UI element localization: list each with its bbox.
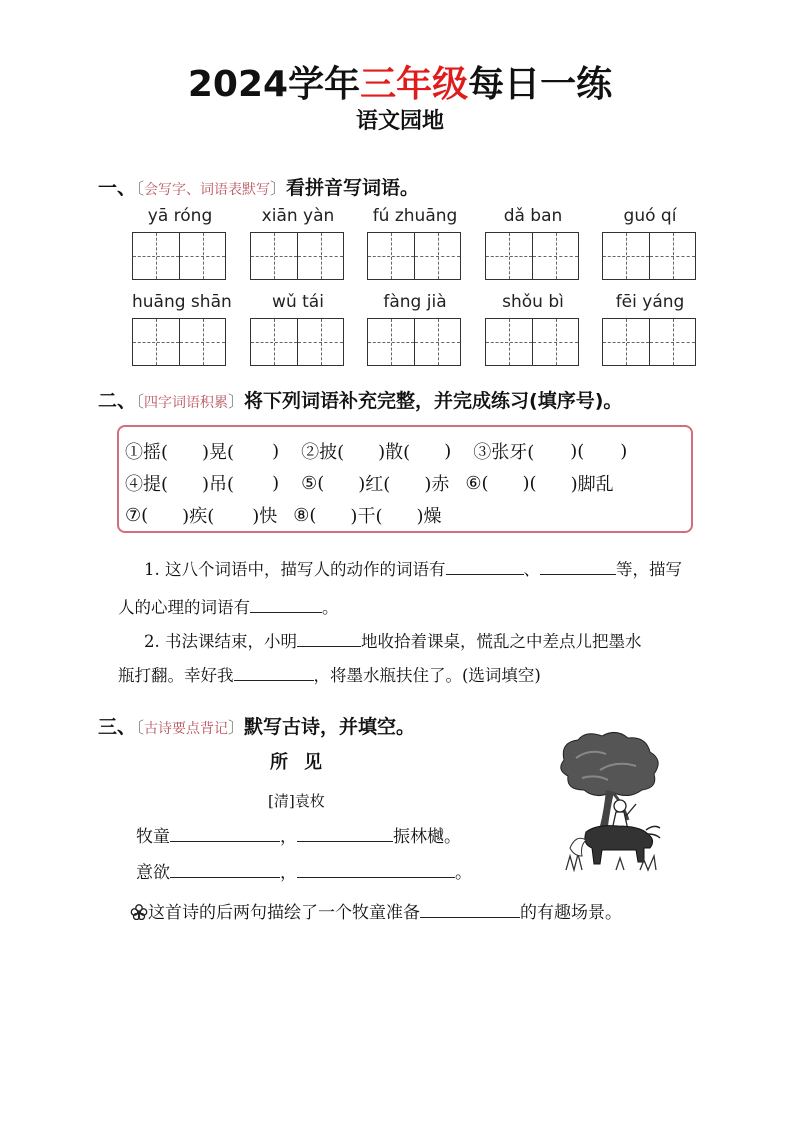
question-2-2-line2	[118, 662, 541, 686]
page-title	[0, 56, 800, 107]
answer-blank[interactable]	[170, 825, 280, 842]
idiom-part: )赤	[424, 474, 450, 495]
poem-text: 牧童	[136, 827, 170, 847]
idiom-part: )(	[570, 440, 585, 462]
title-suffix: 每日一练	[468, 64, 613, 105]
writing-grid-cell[interactable]	[603, 233, 649, 279]
question-text: 。	[322, 598, 339, 617]
idiom-part: )脚乱	[570, 474, 614, 495]
section1-instruction: 看拼音写词语。	[286, 177, 420, 199]
section1-heading	[98, 173, 419, 200]
answer-blank[interactable]	[234, 664, 314, 681]
section1-number: 一、	[98, 177, 137, 199]
pinyin-label: guó qí	[623, 206, 677, 226]
writing-grid-cell[interactable]	[649, 319, 695, 365]
pinyin-word-item	[250, 206, 346, 286]
answer-blank[interactable]	[170, 861, 280, 878]
poem-text: 。	[455, 863, 472, 883]
section2-number: 二、	[98, 390, 137, 412]
writing-grid-cell[interactable]	[603, 319, 649, 365]
question-2-1-line2	[118, 594, 339, 618]
flower-icon	[130, 904, 148, 920]
idiom-part: ③张牙(	[473, 442, 535, 463]
idiom-part: )散(	[378, 442, 411, 463]
question-text: 瓶打翻。幸好我	[118, 666, 234, 685]
writing-grid-cell[interactable]	[414, 319, 460, 365]
writing-grid-cell[interactable]	[179, 233, 225, 279]
answer-blank[interactable]	[446, 558, 524, 575]
section1-tag-text: 会写字、词语表默写	[144, 182, 271, 198]
pinyin-word-item	[132, 292, 232, 372]
question-2-2-line1	[144, 628, 642, 652]
pinyin-word-item	[367, 292, 463, 372]
writing-grid[interactable]	[485, 318, 579, 366]
writing-grid-cell[interactable]	[133, 319, 179, 365]
poem-author: [清]袁枚	[268, 792, 325, 810]
pinyin-word-item	[132, 206, 228, 286]
idiom-part: )	[272, 440, 280, 462]
pinyin-word-item	[367, 206, 463, 286]
section1-tag: 〔会写字、词语表默写〕	[136, 179, 287, 198]
idiom-part: ④提(	[125, 474, 169, 495]
writing-grid-cell[interactable]	[251, 233, 297, 279]
idiom-part: )吊(	[202, 474, 235, 495]
question-text: 人的心理的词语有	[118, 598, 250, 617]
idiom-part: )红(	[358, 474, 391, 495]
question-text: 等，描写	[616, 560, 682, 579]
pinyin-label: fēi yáng	[615, 292, 685, 312]
writing-grid[interactable]	[250, 318, 344, 366]
question-2-1-line1	[144, 556, 682, 580]
answer-blank[interactable]	[540, 558, 616, 575]
question-text: 这首诗的后两句描绘了一个牧童准备	[148, 903, 420, 923]
poem-text: ，	[280, 863, 297, 883]
writing-grid-cell[interactable]	[368, 233, 414, 279]
pinyin-word-item	[250, 292, 346, 372]
writing-grid-cell[interactable]	[649, 233, 695, 279]
cowherd-under-tree-illustration	[556, 730, 666, 880]
pinyin-label: huāng shān	[132, 292, 232, 312]
question-text: 、	[523, 560, 540, 579]
poem-line-1	[136, 822, 461, 847]
poem-line-2	[136, 858, 472, 883]
idiom-part: ⑥(	[465, 472, 489, 494]
writing-grid-cell[interactable]	[368, 319, 414, 365]
writing-grid-cell[interactable]	[297, 319, 343, 365]
idiom-part: ⑦(	[125, 504, 149, 526]
idiom-part: ②披(	[301, 442, 345, 463]
section2-tag: 〔四字词语积累〕	[136, 392, 245, 411]
writing-grid[interactable]	[602, 232, 696, 280]
idiom-row	[125, 499, 685, 531]
pinyin-label: shǒu bì	[502, 292, 564, 312]
writing-grid-cell[interactable]	[486, 233, 532, 279]
idiom-part: )	[620, 440, 628, 462]
writing-grid-cell[interactable]	[179, 319, 225, 365]
pinyin-label: dǎ ban	[503, 206, 563, 226]
question-text: ，将墨水瓶扶住了。(选词填空)	[313, 666, 541, 685]
section3-number: 三、	[98, 716, 137, 738]
pinyin-word-item	[602, 206, 698, 286]
writing-grid-cell[interactable]	[532, 233, 578, 279]
pinyin-label: wǔ tái	[272, 292, 324, 312]
idiom-part: ⑤(	[301, 472, 325, 494]
idiom-box	[117, 425, 693, 533]
writing-grid[interactable]	[367, 318, 461, 366]
idiom-part: )	[272, 472, 280, 494]
pinyin-word-item	[485, 206, 581, 286]
section2-tag-text: 四字词语积累	[144, 395, 229, 411]
idiom-row	[125, 435, 685, 467]
answer-blank[interactable]	[297, 825, 393, 842]
writing-grid[interactable]	[485, 232, 579, 280]
page-subtitle: 语文园地	[355, 109, 444, 134]
idiom-row	[125, 467, 685, 499]
answer-blank[interactable]	[250, 596, 322, 613]
title-grade: 三年级	[360, 64, 469, 105]
writing-grid-cell[interactable]	[251, 319, 297, 365]
writing-grid[interactable]	[132, 318, 226, 366]
answer-blank[interactable]	[297, 630, 361, 647]
writing-grid[interactable]	[132, 232, 226, 280]
section3-tag-text: 古诗要点背记	[144, 721, 229, 737]
question-text: 1. 这八个词语中，描写人的动作的词语有	[144, 560, 446, 579]
idiom-part: )(	[522, 472, 537, 494]
idiom-part: ①摇(	[125, 442, 169, 463]
idiom-part: )疾(	[182, 506, 215, 527]
writing-grid-cell[interactable]	[486, 319, 532, 365]
section3-heading	[98, 712, 415, 739]
writing-grid-cell[interactable]	[297, 233, 343, 279]
section3-tag: 〔古诗要点背记〕	[136, 718, 245, 737]
idiom-part: )	[444, 440, 452, 462]
poem-text: 意欲	[136, 863, 170, 883]
writing-grid-cell[interactable]	[133, 233, 179, 279]
writing-grid[interactable]	[367, 232, 461, 280]
pinyin-label: fú zhuāng	[372, 206, 458, 226]
question-text: 的有趣场景。	[520, 903, 622, 923]
poem-question	[130, 898, 622, 923]
idiom-part: ⑧(	[293, 504, 317, 526]
idiom-part: )干(	[350, 506, 383, 527]
idiom-part: )晃(	[202, 442, 235, 463]
poem-text: 振林樾。	[393, 827, 461, 847]
section2-instruction: 将下列词语补充完整，并完成练习(填序号)。	[244, 390, 623, 412]
title-prefix: 2024学年	[187, 64, 361, 105]
writing-grid[interactable]	[250, 232, 344, 280]
section2-heading	[98, 386, 622, 413]
idiom-part: )快	[252, 506, 278, 527]
question-text: 2. 书法课结束，小明	[144, 632, 297, 651]
question-text: 地收拾着课桌，慌乱之中差点儿把墨水	[361, 632, 642, 651]
pinyin-label: xiān yàn	[261, 206, 335, 226]
pinyin-label: yā róng	[147, 206, 213, 226]
answer-blank[interactable]	[297, 861, 455, 878]
section3-instruction: 默写古诗，并填空。	[244, 716, 416, 738]
writing-grid[interactable]	[602, 318, 696, 366]
pinyin-word-item	[602, 292, 698, 372]
pinyin-label: fàng jià	[383, 292, 447, 312]
writing-grid-cell[interactable]	[532, 319, 578, 365]
pinyin-word-item	[485, 292, 581, 372]
answer-blank[interactable]	[420, 901, 520, 918]
writing-grid-cell[interactable]	[414, 233, 460, 279]
idiom-part: )燥	[416, 506, 442, 527]
poem-title: 所见	[270, 752, 338, 773]
poem-text: ，	[280, 827, 297, 847]
